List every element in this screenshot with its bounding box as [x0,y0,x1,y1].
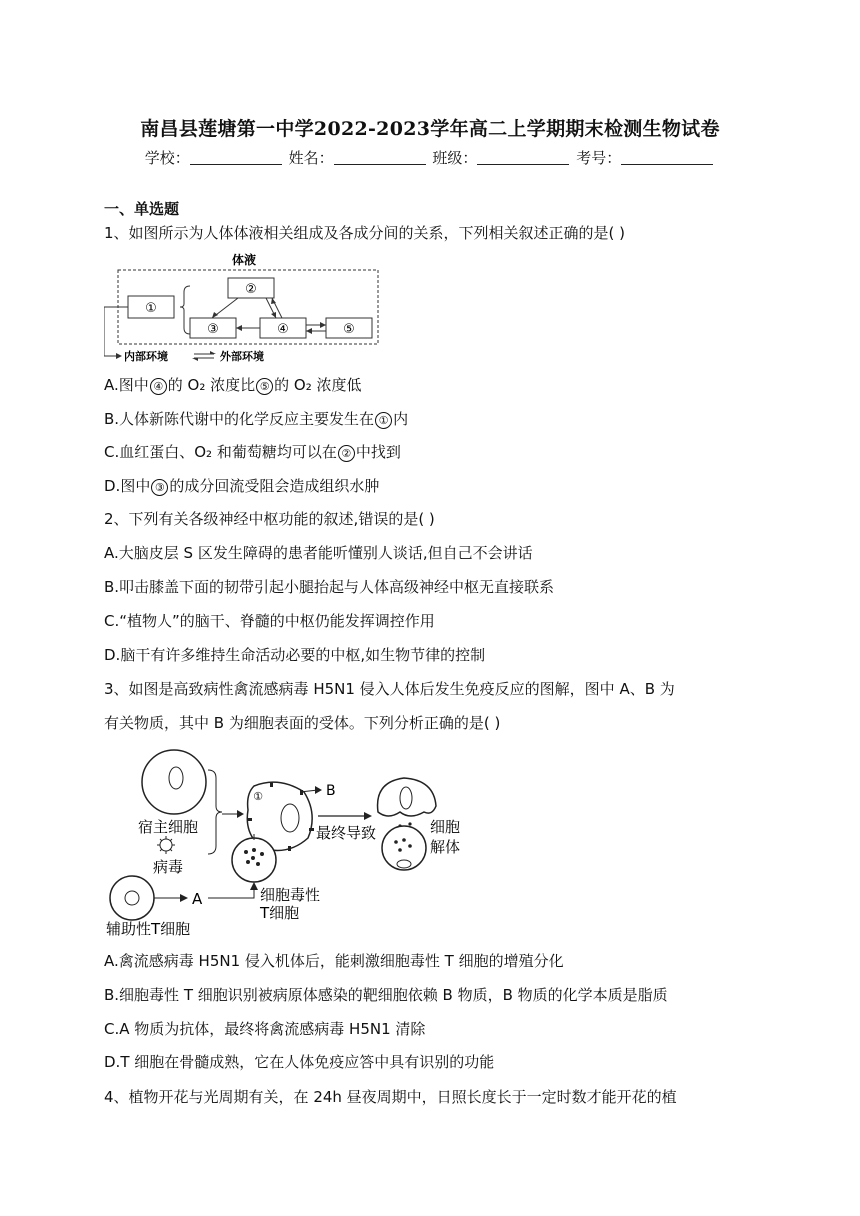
q3-marker: ① [253,790,263,803]
circled-number: ④ [150,378,167,395]
q1-fig-box-5-label: ⑤ [343,322,355,337]
section-title: 一、单选题 [104,200,180,218]
host-cell-icon [142,750,206,814]
lysis-ctl-icon [382,826,426,870]
class-label: 班级： [432,149,478,167]
page-title: 南昌县莲塘第一中学2022-2023学年高二上学期期末检测生物试卷 [140,118,720,140]
q2-option-a: A.大脑皮层 S 区发生障碍的患者能听懂别人谈话,但自己不会讲话 [104,544,533,562]
q1-fig-top-label: 体液 [231,253,257,267]
q1-option-d: D.图中 ③ 的成分回流受阻会造成组织水肿 [104,477,380,495]
q3-option-c: C.A 物质为抗体，最终将禽流感病毒 H5N1 清除 [104,1020,426,1038]
q1-fig-box-2-label: ② [245,282,257,297]
name-blank[interactable] [334,150,426,165]
q3-label-a: A [192,890,203,908]
q3-lysis-label-1: 细胞 [430,818,461,836]
exam-no-blank[interactable] [621,150,713,165]
q3-virus-label: 病毒 [152,858,184,876]
circled-number: ③ [151,479,168,496]
q1-body-fluid-diagram [104,252,384,364]
q3-label-b: B [326,783,336,799]
q3-host-cell-label: 宿主细胞 [137,818,199,836]
q1-option-c: C.血红蛋白、O₂ 和葡萄糖均可以在 ② 中找到 [104,443,401,461]
q2-stem: 2、下列有关各级神经中枢功能的叙述,错误的是( ) [104,510,435,528]
q2-option-d: D.脑干有许多维持生命活动必要的中枢,如生物节律的控制 [104,646,486,664]
school-label: 学校： [144,149,190,167]
q1-fig-box-4-label: ④ [277,322,289,337]
q2-option-b: B.叩击膝盖下面的韧带引起小腿抬起与人体高级神经中枢无直接联系 [104,578,555,596]
q1-option-b: B.人体新陈代谢中的化学反应主要发生在 ① 内 [104,410,409,428]
circled-number: ② [338,445,355,462]
school-blank[interactable] [190,150,282,165]
q3-ctl-label-2: T细胞 [260,904,300,922]
q3-lysis-label-2: 解体 [430,838,461,856]
q1-fig-outer-env: 外部环境 [220,350,264,363]
exam-no-label: 考号： [576,149,622,167]
helper-t-cell-icon [110,876,154,920]
q1-fig-brace [180,286,190,334]
q3-result-label: 最终导致 [316,824,377,842]
q3-stem-line-2: 有关物质，其中 B 为细胞表面的受体。下列分析正确的是( ) [104,714,501,732]
q1-option-a: A.图中 ④ 的 O₂ 浓度比 ⑤ 的 O₂ 浓度低 [104,376,362,394]
q1-fig-exchange-line [104,307,128,356]
class-blank[interactable] [477,150,569,165]
q3-helper-label: 辅助性T细胞 [106,920,191,938]
q3-ctl-label-1: 细胞毒性 [260,886,321,904]
student-info-row [0,147,860,168]
virus-icon [157,836,175,854]
q3-option-b: B.细胞毒性 T 细胞识别被病原体感染的靶细胞依赖 B 物质，B 物质的化学本质是脂质 [104,986,668,1004]
q1-fig-box-1-label: ① [145,301,157,316]
circled-number: ⑤ [256,378,273,395]
q4-stem-line-1: 4、植物开花与光周期有关，在 24h 昼夜周期中，日照长度长于一定时数才能开花的植 [104,1088,677,1106]
q1-stem: 1、如图所示为人体体液相关组成及各成分间的关系，下列相关叙述正确的是( ) [104,224,626,242]
q3-option-a: A.禽流感病毒 H5N1 侵入机体后，能刺激细胞毒性 T 细胞的增殖分化 [104,952,564,970]
q1-fig-box-3-label: ③ [207,322,219,337]
name-label: 姓名： [288,149,334,167]
lysed-cell-icon [378,778,436,816]
circled-number: ① [375,412,392,429]
cytotoxic-t-cell-icon [232,838,276,882]
q3-option-d: D.T 细胞在骨髓成熟，它在人体免疫应答中具有识别的功能 [104,1053,495,1071]
q2-option-c: C.“植物人”的脑干、脊髓的中枢仍能发挥调控作用 [104,612,435,630]
q3-stem-line-1: 3、如图是高致病性禽流感病毒 H5N1 侵入人体后发生免疫反应的图解，图中 A、B 为 [104,680,675,698]
q3-immune-response-diagram [104,742,474,938]
q1-fig-inner-env: 内部环境 [124,350,168,363]
